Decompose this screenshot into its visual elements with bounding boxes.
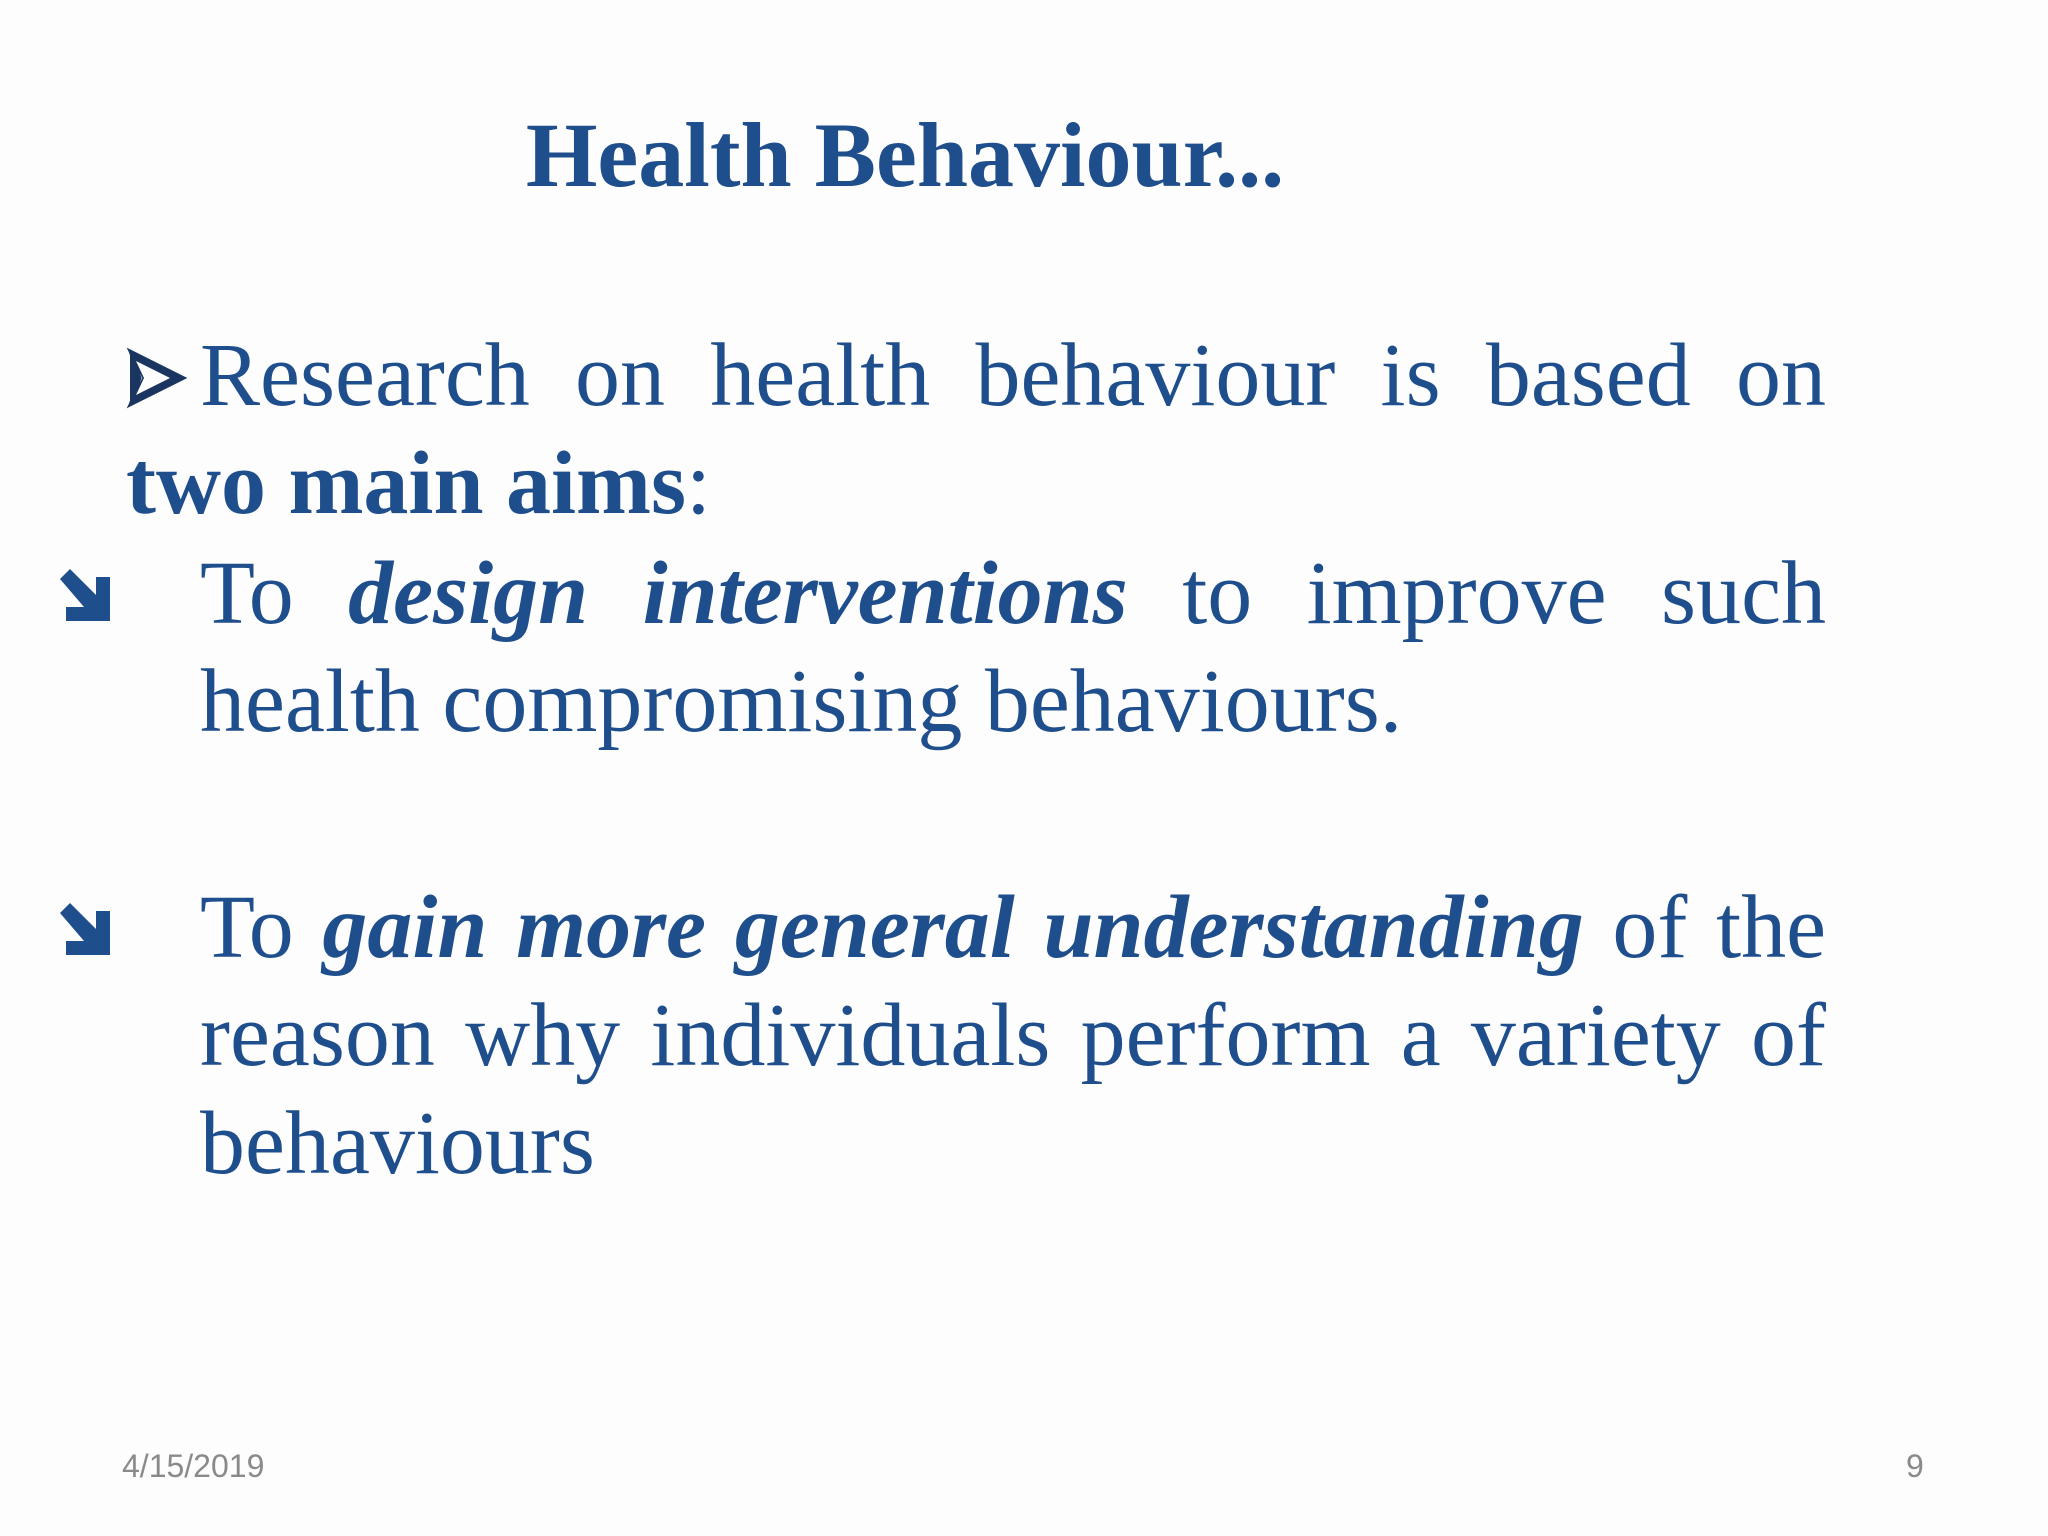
slide-date: 4/15/2019 [122,1448,265,1484]
intro-colon: : [686,434,712,533]
intro-text: Research on health behaviour is based on [200,326,1826,425]
intro-bold-text: two main aims [126,434,686,533]
arrow-down-right-icon [126,540,200,648]
aim-prefix: To [200,878,294,977]
aim-emphasis: gain more general understanding [322,878,1584,977]
aim-item [126,540,1826,756]
intro-paragraph [126,322,1826,538]
arrow-down-right-icon [126,874,200,982]
aim-prefix: To [200,544,294,643]
slide-title: Health Behaviour... [525,104,1285,206]
aim-suffix: of the reason why individuals perform a variety of behaviours [200,878,1827,1193]
slide-body [126,322,1826,1198]
aim-suffix: to improve such health compromising behaviours. [200,544,1827,751]
slide-page-number: 9 [1906,1448,1924,1484]
arrowhead-right-icon [126,322,200,430]
aim-item [126,874,1826,1198]
aim-emphasis: design interventions [348,544,1128,643]
